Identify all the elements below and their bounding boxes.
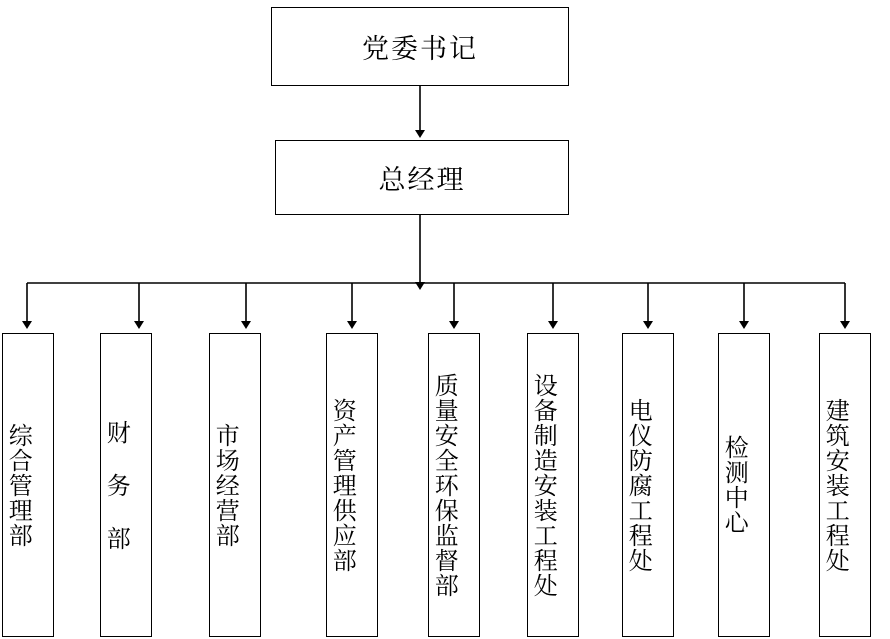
node-dept-2 bbox=[100, 333, 152, 637]
node-general-manager bbox=[275, 140, 569, 215]
node-dept-3-label: 市场经营部 bbox=[211, 422, 239, 548]
node-dept-5-label: 质量安全环保监督部 bbox=[430, 372, 458, 598]
node-dept-4-label: 资产管理供应部 bbox=[328, 397, 356, 573]
node-dept-1-label: 综合管理部 bbox=[4, 422, 32, 548]
node-dept-2-label: 财 务 部 bbox=[102, 419, 130, 551]
node-dept-9 bbox=[819, 333, 871, 637]
node-dept-8 bbox=[718, 333, 770, 637]
node-general-manager-label: 总经理 bbox=[378, 165, 466, 195]
node-dept-1 bbox=[2, 333, 54, 637]
node-dept-7 bbox=[622, 333, 674, 637]
node-dept-9-label: 建筑安装工程处 bbox=[821, 397, 849, 573]
node-party-secretary-label: 党委书记 bbox=[362, 34, 478, 64]
node-party-secretary bbox=[271, 7, 569, 86]
node-dept-4 bbox=[326, 333, 378, 637]
node-dept-3 bbox=[209, 333, 261, 637]
node-dept-6-label: 设备制造安装工程处 bbox=[529, 372, 557, 598]
node-dept-7-label: 电仪防腐工程处 bbox=[624, 397, 652, 573]
node-dept-5 bbox=[428, 333, 480, 637]
node-dept-8-label: 检测中心 bbox=[720, 435, 748, 535]
node-dept-6 bbox=[527, 333, 579, 637]
